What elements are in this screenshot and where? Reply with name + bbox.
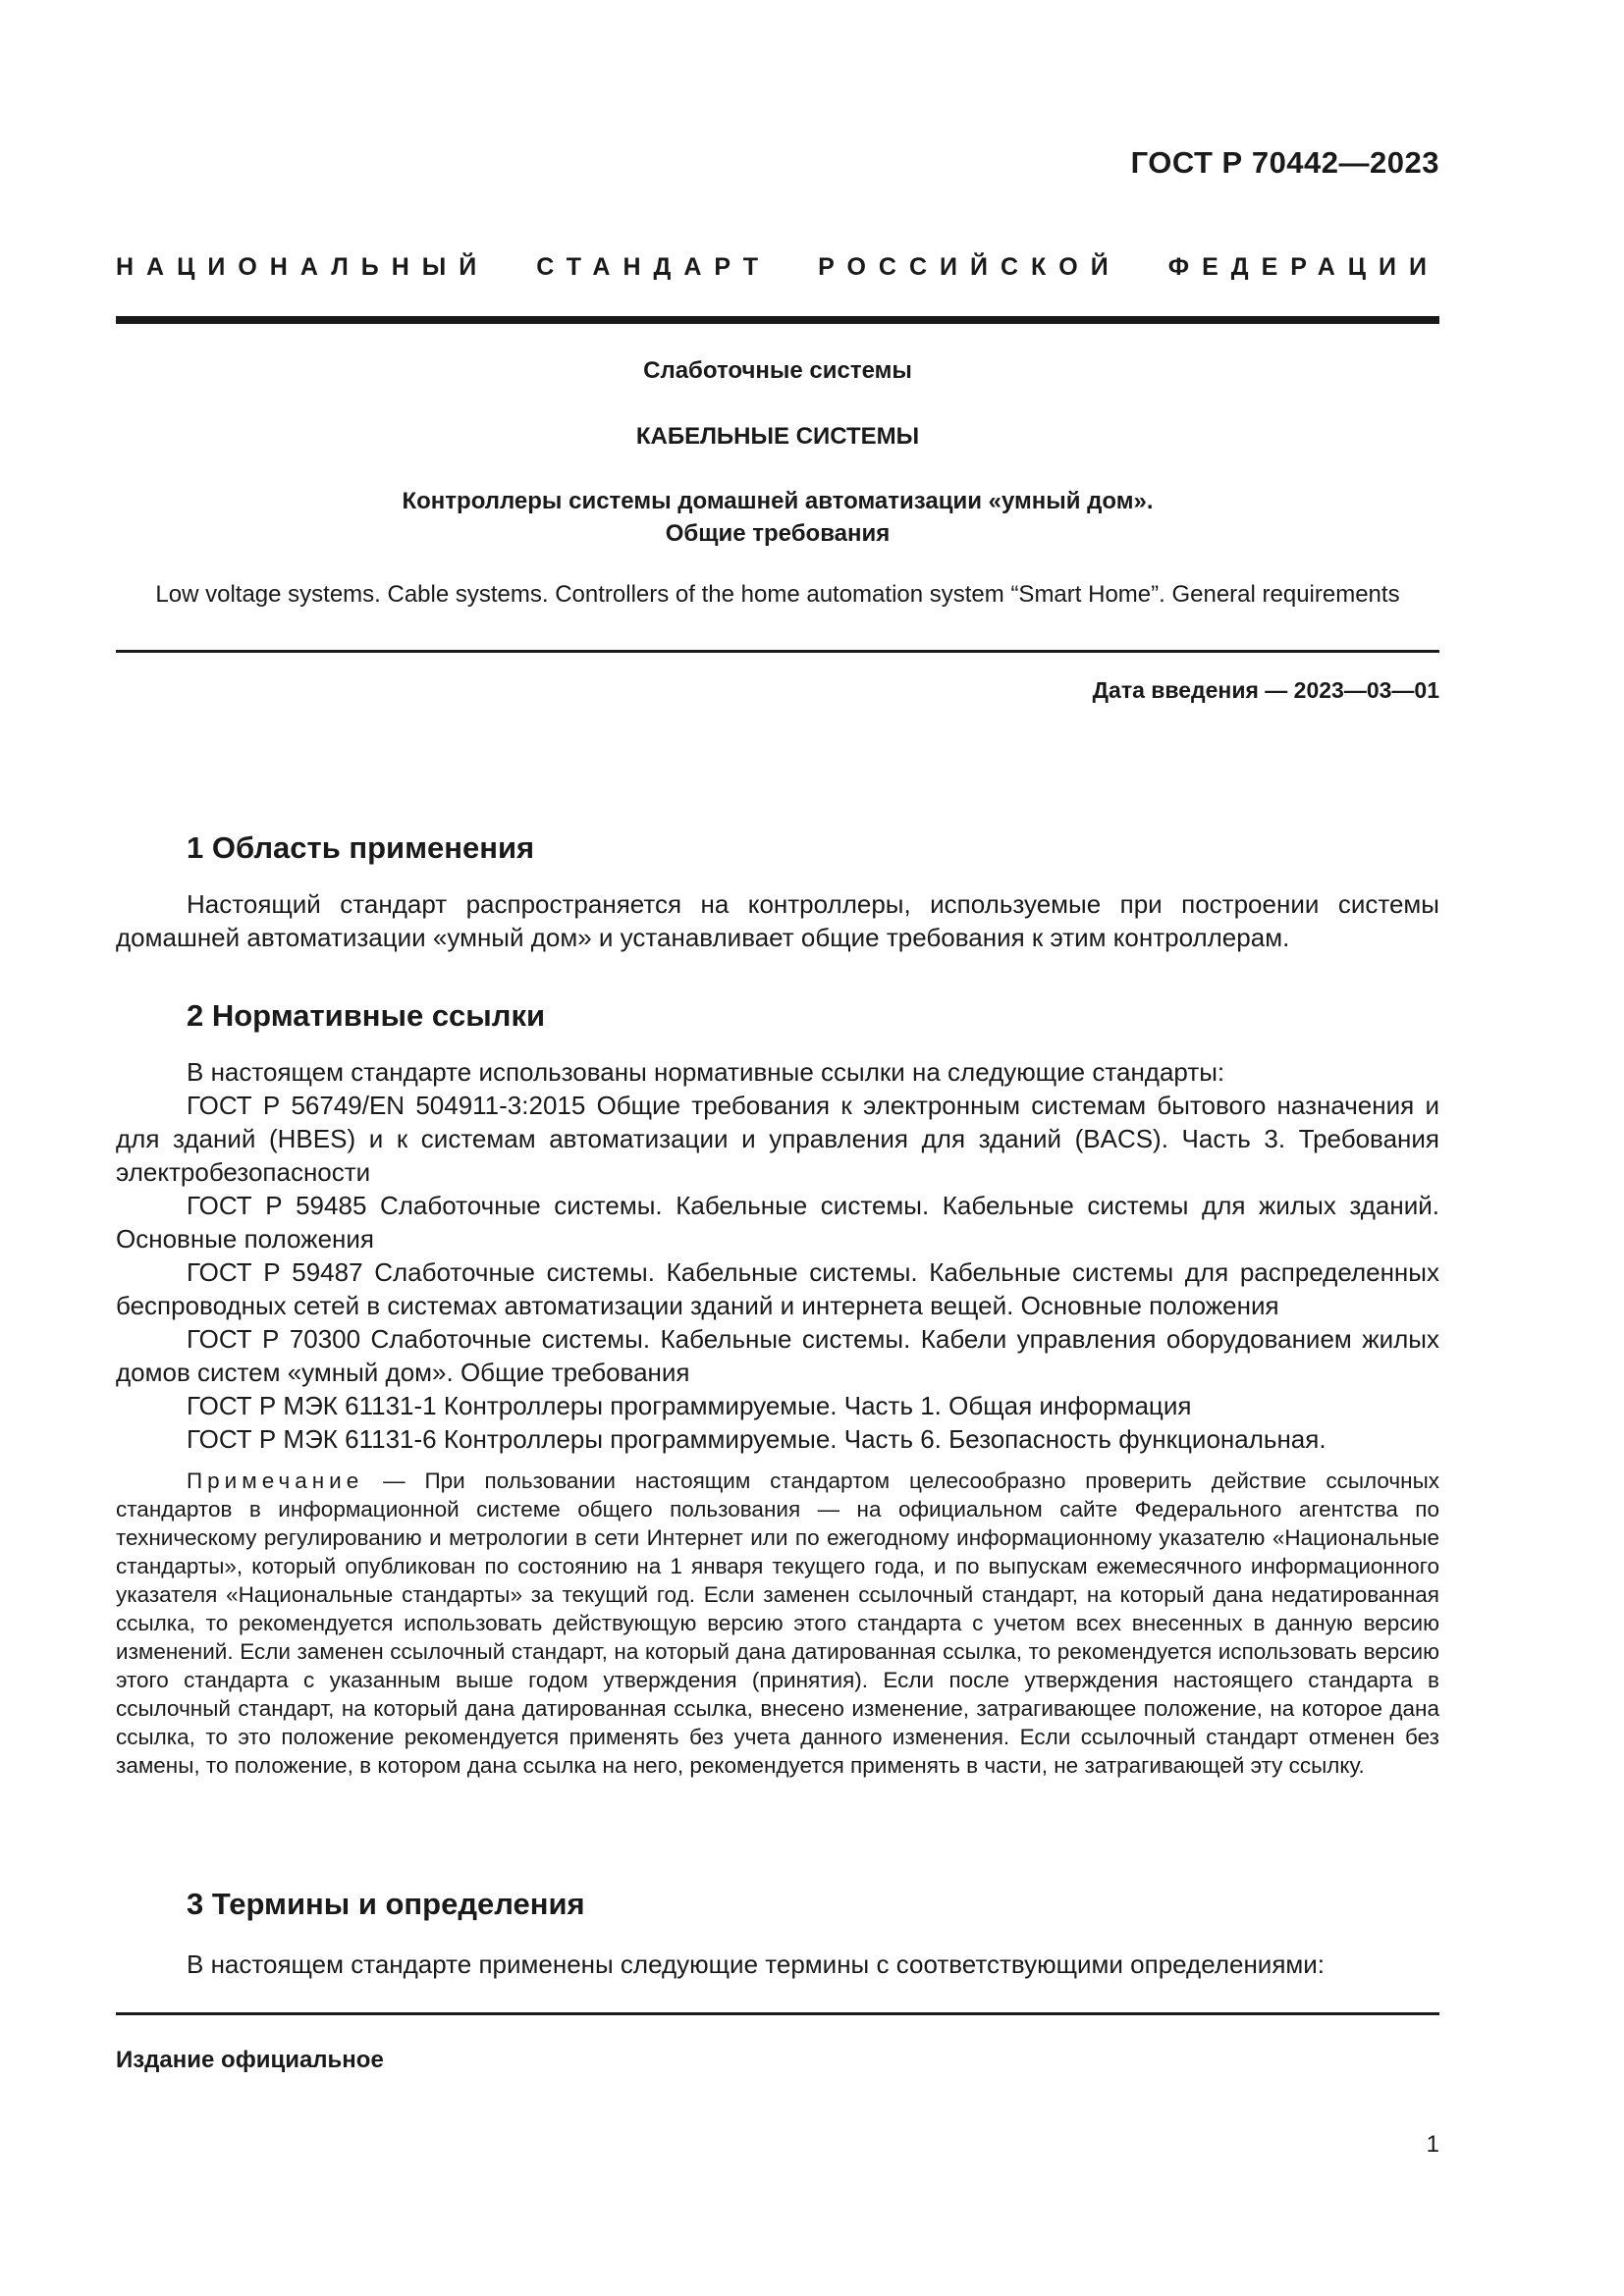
note-text: — При пользовании настоящим стандартом целесообразно проверить действие ссылочных стандартов в информационной системе общего пользования — на официальном сайте Федерального агентства по техническому регулированию и метрологии в сети Интернет или по ежегодному информационному указателю «Национальные стандарты», который опубликован по состоянию на 1 января текущего года, и по выпускам ежемесячного информационного указателя «Национальные стандарты» за текущий год. Если заменен ссылочный стандарт, на который дана недатированная ссылка, то рекомендуется использовать действующую версию этого стандарта с учетом всех внесенных в данную версию изменений. Если заменен ссылочный стандарт, на который дана датированная ссылка, то рекомендуется использовать версию этого стандарта с указанным выше годом утверждения (принятия). Если после утверждения настоящего стандарта в ссылочный стандарт, на который дана датированная ссылка, внесено изменение, затрагивающее положение, на которое дана ссылка, то это положение рекомендуется применять без учета данного изменения. Если ссылочный стандарт отменен без замены, то положение, в котором дана ссылка на него, рекомендуется применять в части, не затрагивающей эту ссылку. [116, 1468, 1439, 1778]
reference-item [116, 1322, 1439, 1389]
reference-code: ГОСТ Р 59485 [187, 1191, 367, 1220]
title-main: КАБЕЛЬНЫЕ СИСТЕМЫ [635, 423, 920, 450]
reference-title: Слаботочные системы. Кабельные системы. Кабельные системы для жилых зданий. Основные положения [116, 1191, 1439, 1254]
references-intro: В настоящем стандарте использованы нормативные ссылки на следующие стандарты: [187, 1057, 1225, 1087]
title-group: Слаботочные системы [643, 357, 912, 384]
section-1-heading: 1 Область применения [187, 830, 535, 865]
section-1-text: Настоящий стандарт распространяется на контроллеры, используемые при построении системы домашней автоматизации «умный дом» и устанавливает общие требования к этим контроллерам. [116, 889, 1439, 952]
note-label: Примечание [187, 1468, 364, 1493]
reference-code: ГОСТ Р 70300 [187, 1324, 361, 1354]
standard-designation: ГОСТ Р 70442—2023 [1130, 145, 1439, 180]
section-3-heading: 3 Термины и определения [187, 1887, 585, 1921]
footer-rule [116, 2012, 1439, 2015]
reference-title: Общие требования к электронным системам бытового назначения и для зданий (HBES) и к системам автоматизации и управления для зданий (BACS). Часть 3. Требования электробезопасности [116, 1091, 1439, 1187]
reference-code: ГОСТ Р 56749/EN 504911-3:2015 [187, 1091, 586, 1120]
title-rule [116, 650, 1439, 653]
english-title: Low voltage systems. Cable systems. Controllers of the home automation system “Smart Home”. General requirements [155, 581, 1400, 608]
intro-date: Дата введения — 2023—03—01 [1092, 677, 1439, 703]
reference-title: Слаботочные системы. Кабельные системы. Кабельные системы для распределенных беспроводных сетей в системах автоматизации зданий и интернета вещей. Основные положения [116, 1257, 1439, 1320]
section-2-heading: 2 Нормативные ссылки [187, 998, 546, 1033]
reference-item [116, 1422, 1439, 1456]
reference-code: ГОСТ Р 59487 [187, 1257, 363, 1287]
reference-title: Слаботочные системы. Кабельные системы. Кабели управления оборудованием жилых домов систем «умный дом». Общие требования [116, 1324, 1439, 1387]
reference-code: ГОСТ Р МЭК 61131-6 [187, 1424, 437, 1454]
title-sub-line2: Общие требования [665, 520, 891, 547]
title-sub-line1: Контроллеры системы домашней автоматизации «умный дом». [402, 488, 1154, 514]
reference-title: Контроллеры программируемые. Часть 1. Общая информация [443, 1391, 1192, 1420]
edition-label: Издание официальное [116, 2047, 384, 2073]
reference-item [116, 1255, 1439, 1322]
references-list [116, 1055, 1439, 1456]
reference-item [116, 1189, 1439, 1255]
national-standard-title: НАЦИОНАЛЬНЫЙ СТАНДАРТ РОССИЙСКОЙ ФЕДЕРАЦИИ [116, 253, 1439, 281]
page-number: 1 [1426, 2131, 1439, 2158]
document-page [116, 0, 1439, 2296]
reference-code: ГОСТ Р МЭК 61131-1 [187, 1391, 437, 1420]
section-3-intro: В настоящем стандарте применены следующие термины с соответствующими определениями: [187, 1949, 1326, 1979]
reference-item [116, 1389, 1439, 1422]
references-note [116, 1467, 1439, 1780]
reference-item [116, 1089, 1439, 1189]
header-rule [116, 316, 1439, 324]
reference-title: Контроллеры программируемые. Часть 6. Безопасность функциональная. [443, 1424, 1326, 1454]
